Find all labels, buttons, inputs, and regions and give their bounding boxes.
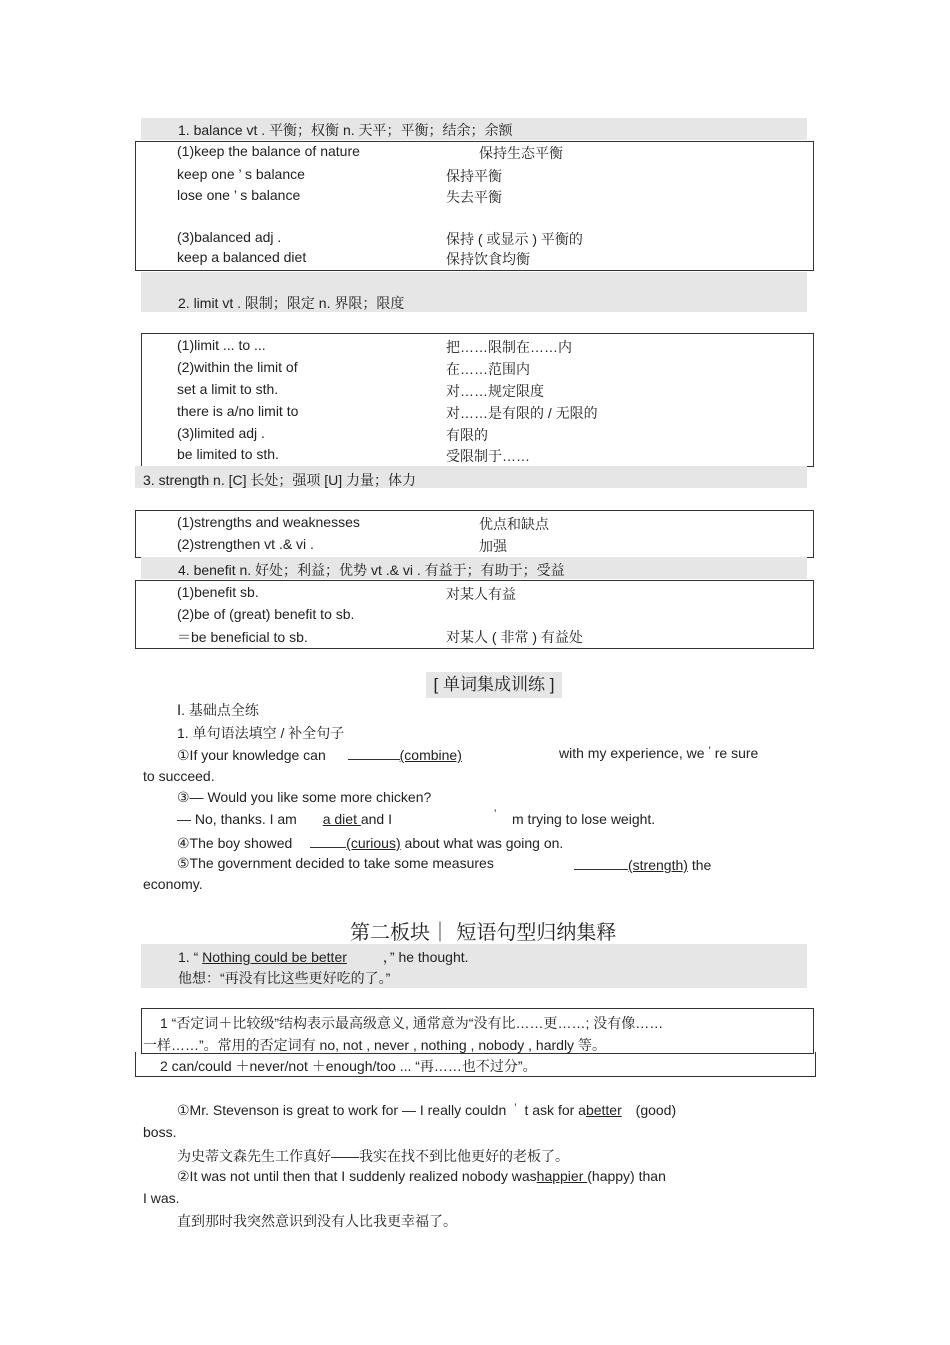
- answer-blank[interactable]: [574, 855, 628, 870]
- phrase-en: there is a/no limit to: [177, 403, 299, 419]
- sentence-2: [177, 1168, 666, 1185]
- hint: (combine): [399, 747, 462, 763]
- section-title: 第二板块｜ 短语句型归纳集释: [350, 920, 617, 944]
- question-text: m trying to lose weight.: [512, 811, 656, 827]
- note-1-cont: 一样……”。常用的否定词有 no, not , never , nothing , nobody , hardly 等。: [143, 1037, 606, 1053]
- phrase-en: (1)benefit sb.: [177, 584, 259, 600]
- sentence-text: (good): [635, 1102, 677, 1118]
- phrase-en: be limited to sth.: [177, 446, 279, 462]
- question-text: and I: [360, 811, 392, 827]
- phrase-en: lose one ’ s balance: [177, 187, 301, 203]
- phrase-en: keep one ’ s balance: [177, 166, 305, 182]
- question-text: to succeed.: [143, 768, 215, 784]
- sentence-text: I was.: [143, 1190, 180, 1206]
- question-4: [177, 833, 563, 852]
- phrase-zh: 优点和缺点: [479, 516, 549, 532]
- sentence-text: t ask for a: [524, 1102, 586, 1118]
- phrase-zh: 有限的: [446, 427, 488, 443]
- sentence-1-zh: 为史蒂文森先生工作真好——我实在找不到比他更好的老板了。: [177, 1148, 569, 1164]
- phrase-zh: 加强: [479, 538, 507, 554]
- phrase-zh: 保持平衡: [446, 168, 502, 184]
- phrase-en: (3)balanced adj .: [177, 229, 282, 245]
- question-5-cont: [574, 855, 711, 873]
- task-heading: 1. 单句语法填空 / 补全句子: [177, 725, 345, 741]
- question-text: — No, thanks. I am: [177, 811, 297, 827]
- question-text: re sure: [714, 745, 759, 761]
- phrase-zh: 失去平衡: [446, 189, 502, 205]
- vocab-header-balance: 1. balance vt . 平衡；权衡 n. 天平；平衡；结余；余额: [178, 122, 513, 138]
- question-text: with my experience, we: [559, 745, 705, 761]
- note-2: 2 can/could ＋never/not ＋enough/too ... “再……也不过分”。: [160, 1058, 537, 1074]
- answer-filled: a diet: [322, 811, 361, 827]
- hint: (curious): [346, 835, 401, 851]
- phrase-zh: 保持饮食均衡: [446, 251, 530, 267]
- example-text: ，” he thought.: [382, 949, 469, 965]
- question-1-cont: with my experience, we ’ re sure: [559, 745, 759, 761]
- phrase-en: set a limit to sth.: [177, 381, 279, 397]
- phrase-en: (2)within the limit of: [177, 359, 298, 375]
- question-3-reply: [177, 811, 392, 827]
- phrase-en: (3)limited adj .: [177, 425, 265, 441]
- phrase-zh: 在……范围内: [446, 361, 530, 377]
- phrase-zh: 对……是有限的 / 无限的: [446, 405, 598, 421]
- question-text: ①If your knowledge can: [177, 747, 326, 763]
- answer-blank[interactable]: [310, 833, 346, 848]
- question-text: ④The boy showed: [177, 835, 293, 851]
- phrase-en: (1)keep the balance of nature: [177, 143, 360, 159]
- answer-filled: better: [585, 1102, 622, 1118]
- note-1: 1 “否定词＋比较级”结构表示最高级意义, 通常意为“没有比……更……; 没有像……: [160, 1015, 664, 1031]
- question-text: about what was going on.: [404, 835, 564, 851]
- phrase-en: (2)be of (great) benefit to sb.: [177, 606, 355, 622]
- question-text: the: [691, 857, 712, 873]
- phrase-zh: 对某人 ( 非常 ) 有益处: [446, 629, 583, 645]
- phrase-zh: 对……规定限度: [446, 383, 544, 399]
- question-1: [177, 745, 462, 764]
- answer-blank[interactable]: [348, 745, 400, 760]
- phrase-zh: 保持生态平衡: [479, 145, 563, 161]
- phrase-en: keep a balanced diet: [177, 249, 307, 265]
- vocab-header-limit: 2. limit vt . 限制；限定 n. 界限；限度: [178, 295, 405, 311]
- vocab-header-strength: 3. strength n. [C] 长处；强项 [U] 力量；体力: [143, 472, 417, 488]
- question-3: ③— Would you like some more chicken?: [177, 789, 432, 805]
- example-text: 1. “: [178, 949, 199, 965]
- phrase-en: ＝be beneficial to sb.: [177, 629, 308, 645]
- phrase-zh: 对某人有益: [446, 586, 516, 602]
- phrase-zh: 保持 ( 或显示 ) 平衡的: [446, 231, 583, 247]
- sentence-text: ②It was not until then that I suddenly realized nobody was: [177, 1168, 537, 1184]
- phrase-zh: 把……限制在……内: [446, 339, 572, 355]
- answer-filled: Nothing could be better: [202, 949, 347, 965]
- sentence-text: (happy) than: [587, 1168, 666, 1184]
- vocab-header-benefit: 4. benefit n. 好处；利益；优势 vt .& vi . 有益于；有助于；受益: [178, 562, 565, 578]
- answer-filled: happier: [536, 1168, 588, 1184]
- sentence-2-zh: 直到那时我突然意识到没有人比我更幸福了。: [177, 1213, 457, 1229]
- apostrophe: ’: [494, 808, 497, 820]
- hint: (strength): [628, 857, 688, 873]
- phrase-zh: 受限制于……: [446, 448, 530, 464]
- phrase-en: (1)limit ... to ...: [177, 337, 266, 353]
- example-en: [178, 947, 469, 967]
- question-5: ⑤The government decided to take some measures: [177, 855, 494, 871]
- phrase-en: (2)strengthen vt .& vi .: [177, 536, 314, 552]
- part-heading: Ⅰ. 基础点全练: [177, 702, 259, 718]
- sentence-text: boss.: [143, 1124, 177, 1140]
- sentence-text: ①Mr. Stevenson is great to work for — I really couldn: [177, 1102, 507, 1118]
- training-title: [ 单词集成训练 ]: [426, 672, 562, 698]
- example-zh: 他想：“再没有比这些更好吃的了。”: [178, 970, 391, 986]
- sentence-1: ①Mr. Stevenson is great to work for — I really couldn ’ t ask for abetter (good): [177, 1102, 677, 1118]
- question-text: economy.: [143, 876, 203, 892]
- phrase-en: (1)strengths and weaknesses: [177, 514, 360, 530]
